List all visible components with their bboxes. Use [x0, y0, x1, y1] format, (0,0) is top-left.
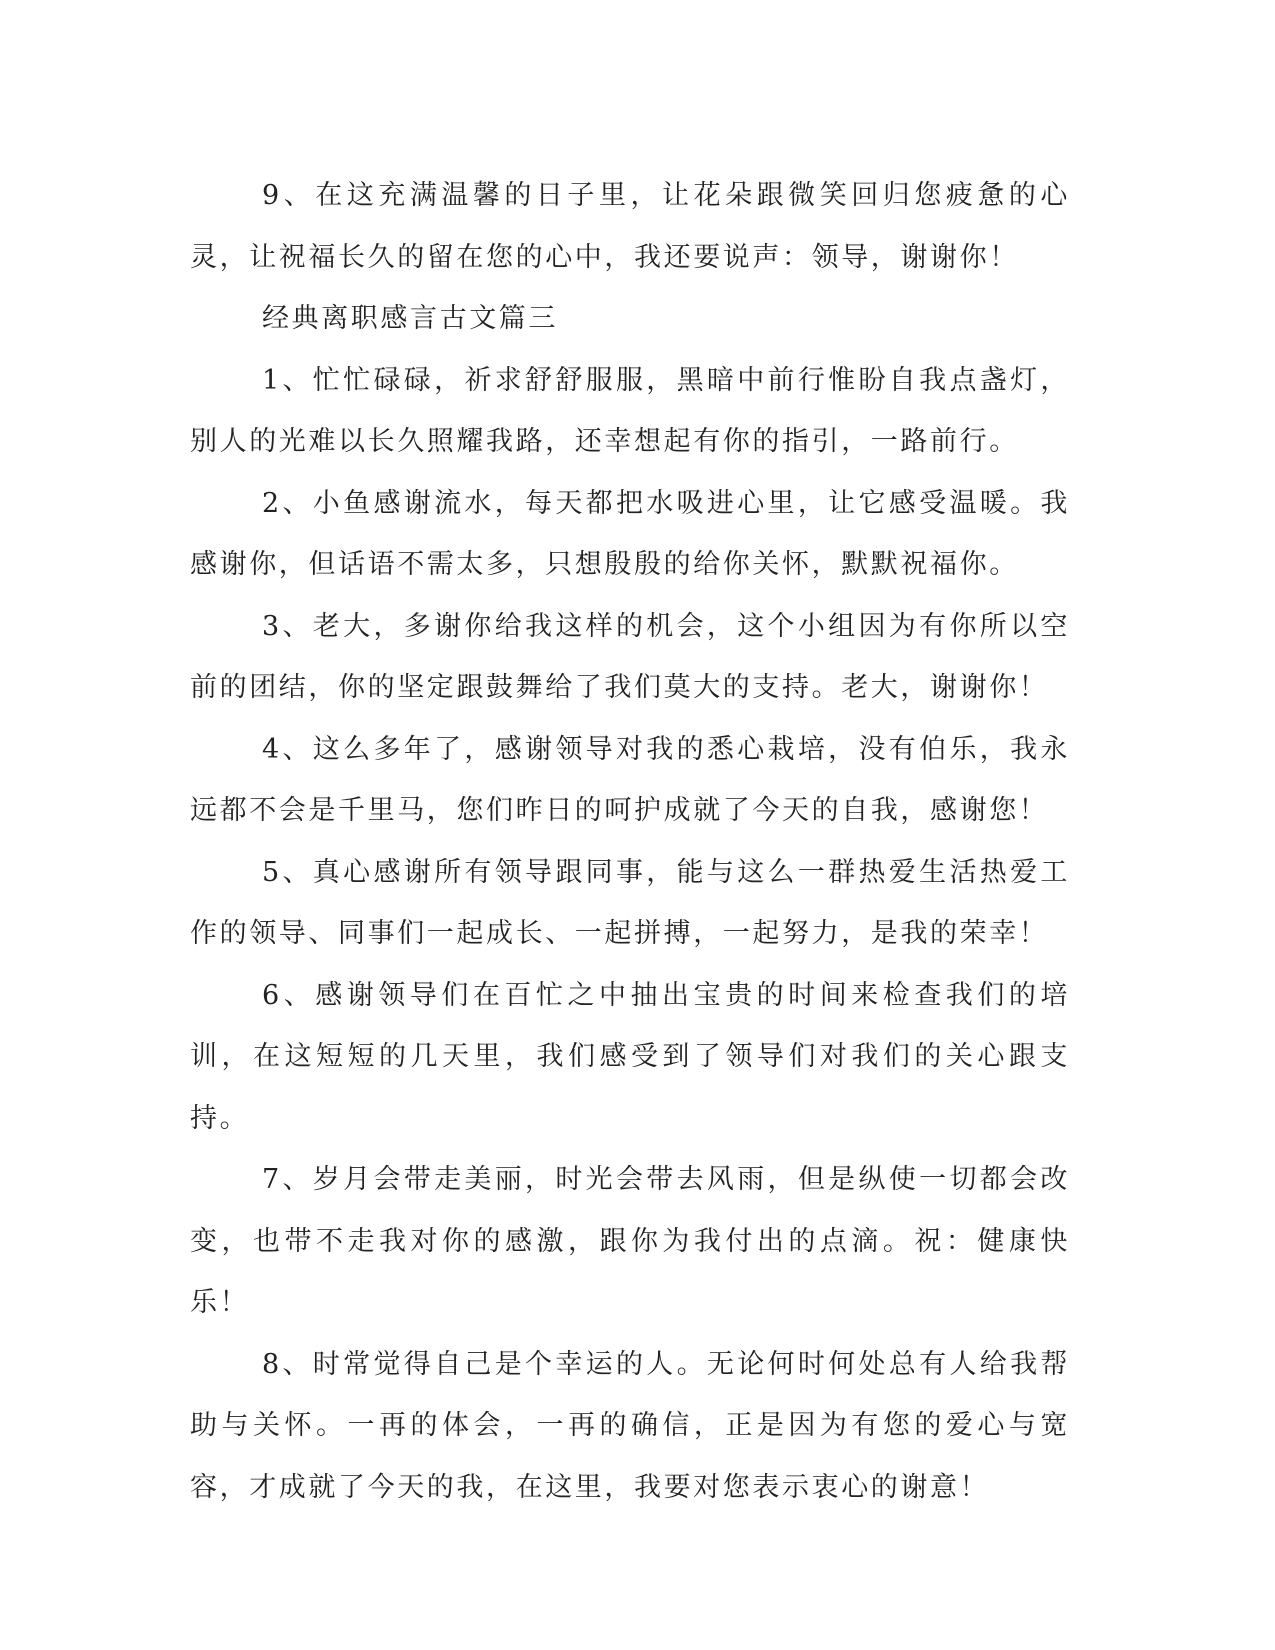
paragraph-3: 3、老大，多谢你给我这样的机会，这个小组因为有你所以空前的团结，你的坚定跟鼓舞给了我们莫大的支持。老大，谢谢你！: [190, 610, 1070, 703]
paragraph-9: 9、在这充满温馨的日子里，让花朵跟微笑回归您疲惫的心灵，让祝福长久的留在您的心中，我还要说声：领导，谢谢你！: [190, 180, 1070, 273]
document-body: [190, 165, 1070, 1518]
paragraph-2: 2、小鱼感谢流水，每天都把水吸进心里，让它感受温暖。我感谢你，但话语不需太多，只想殷殷的给你关怀，默默祝福你。: [190, 487, 1070, 580]
section-heading: 经典离职感言古文篇三: [262, 303, 558, 334]
paragraph-7: 7、岁月会带走美丽，时光会带去风雨，但是纵使一切都会改变，也带不走我对你的感激，跟你为我付出的点滴。祝：健康快乐！: [190, 1164, 1070, 1318]
paragraph-8: 8、时常觉得自己是个幸运的人。无论何时何处总有人给我帮助与关怀。一再的体会，一再的确信，正是因为有您的爱心与宽容，才成就了今天的我，在这里，我要对您表示衷心的谢意！: [190, 1348, 1070, 1503]
paragraph-5: 5、真心感谢所有领导跟同事，能与这么一群热爱生活热爱工作的领导、同事们一起成长、一起拼搏，一起努力，是我的荣幸！: [190, 856, 1070, 949]
paragraph-1: 1、忙忙碌碌，祈求舒舒服服，黑暗中前行惟盼自我点盏灯，别人的光难以长久照耀我路，还幸想起有你的指引，一路前行。: [190, 364, 1070, 457]
paragraph-6: 6、感谢领导们在百忙之中抽出宝贵的时间来检查我们的培训，在这短短的几天里，我们感受到了领导们对我们的关心跟支持。: [190, 979, 1070, 1134]
paragraph-4: 4、这么多年了，感谢领导对我的悉心栽培，没有伯乐，我永远都不会是千里马，您们昨日的呵护成就了今天的自我，感谢您！: [190, 733, 1070, 826]
